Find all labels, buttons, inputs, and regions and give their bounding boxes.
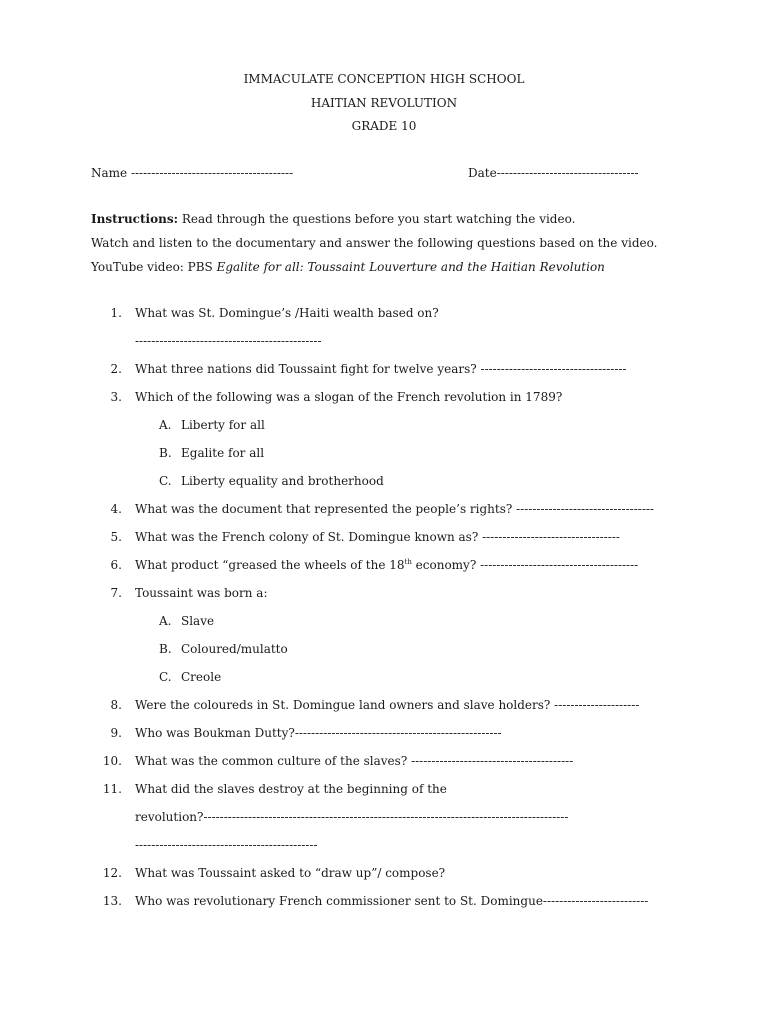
name-field: Name ---------------------------------------- xyxy=(91,166,294,180)
question-number: 3. xyxy=(110,390,122,404)
question-number: 13. xyxy=(102,894,122,908)
video-source: YouTube video: PBS xyxy=(91,260,217,274)
question-13: Who was revolutionary French commissioner sent to St. Domingue-------------------------- xyxy=(135,894,649,908)
instructions-line-1 xyxy=(91,212,575,226)
option-text: Slave xyxy=(181,614,215,628)
instructions-line-2: Watch and listen to the documentary and answer the following questions based on the video. xyxy=(91,236,658,250)
superscript: th xyxy=(404,558,412,566)
option-text: Creole xyxy=(181,670,222,684)
option-letter: C. xyxy=(159,670,172,684)
option-text: Liberty equality and brotherhood xyxy=(181,474,384,488)
question-1: What was St. Domingue’s /Haiti wealth based on? xyxy=(135,306,439,320)
question-8: Were the coloureds in St. Domingue land owners and slave holders? --------------------- xyxy=(135,698,640,712)
option-letter: B. xyxy=(159,446,172,460)
question-11-continued: revolution?------------------------------------------------------------------------------------------ xyxy=(135,810,569,824)
option-text: Liberty for all xyxy=(181,418,265,432)
option-letter: B. xyxy=(159,642,172,656)
question-number: 9. xyxy=(110,726,122,740)
instructions-text: Read through the questions before you start watching the video. xyxy=(178,212,576,226)
instructions-line-3 xyxy=(91,260,605,274)
question-7: Toussaint was born a: xyxy=(135,586,268,600)
question-11: What did the slaves destroy at the beginning of the xyxy=(135,782,447,796)
question-2: What three nations did Toussaint fight for twelve years? ------------------------------------ xyxy=(135,362,627,376)
option-letter: A. xyxy=(159,614,172,628)
school-name: IMMACULATE CONCEPTION HIGH SCHOOL xyxy=(243,72,525,86)
question-3: Which of the following was a slogan of the French revolution in 1789? xyxy=(135,390,563,404)
question-number: 1. xyxy=(110,306,122,320)
option-letter: A. xyxy=(159,418,172,432)
answer-line-1: ---------------------------------------------- xyxy=(135,334,322,348)
question-9: Who was Boukman Dutty?--------------------------------------------------- xyxy=(135,726,502,740)
question-number: 6. xyxy=(110,558,122,572)
question-6-text-end: economy? --------------------------------------- xyxy=(411,558,639,572)
instructions-label: Instructions: xyxy=(91,212,179,226)
question-number: 11. xyxy=(102,782,122,796)
question-4: What was the document that represented the people’s rights? ---------------------------------- xyxy=(135,502,654,516)
question-5: What was the French colony of St. Domingue known as? ---------------------------------- xyxy=(135,530,620,544)
video-title: Egalite for all: Toussaint Louverture and the Haitian Revolution xyxy=(216,260,605,274)
question-number: 2. xyxy=(110,362,122,376)
question-12: What was Toussaint asked to “draw up”/ compose? xyxy=(135,866,446,880)
question-6 xyxy=(135,558,638,572)
question-number: 5. xyxy=(110,530,122,544)
option-text: Egalite for all xyxy=(181,446,265,460)
answer-line-11: --------------------------------------------- xyxy=(135,838,318,852)
question-number: 10. xyxy=(102,754,122,768)
question-number: 8. xyxy=(110,698,122,712)
question-number: 12. xyxy=(102,866,122,880)
option-text: Coloured/mulatto xyxy=(181,642,288,656)
question-number: 7. xyxy=(110,586,122,600)
option-letter: C. xyxy=(159,474,172,488)
question-6-text: What product “greased the wheels of the 18 xyxy=(135,558,405,572)
worksheet-title: HAITIAN REVOLUTION xyxy=(310,96,458,110)
grade-label: GRADE 10 xyxy=(351,119,417,133)
question-10: What was the common culture of the slaves? ---------------------------------------- xyxy=(135,754,574,768)
question-number: 4. xyxy=(110,502,122,516)
date-field: Date----------------------------------- xyxy=(468,166,639,180)
